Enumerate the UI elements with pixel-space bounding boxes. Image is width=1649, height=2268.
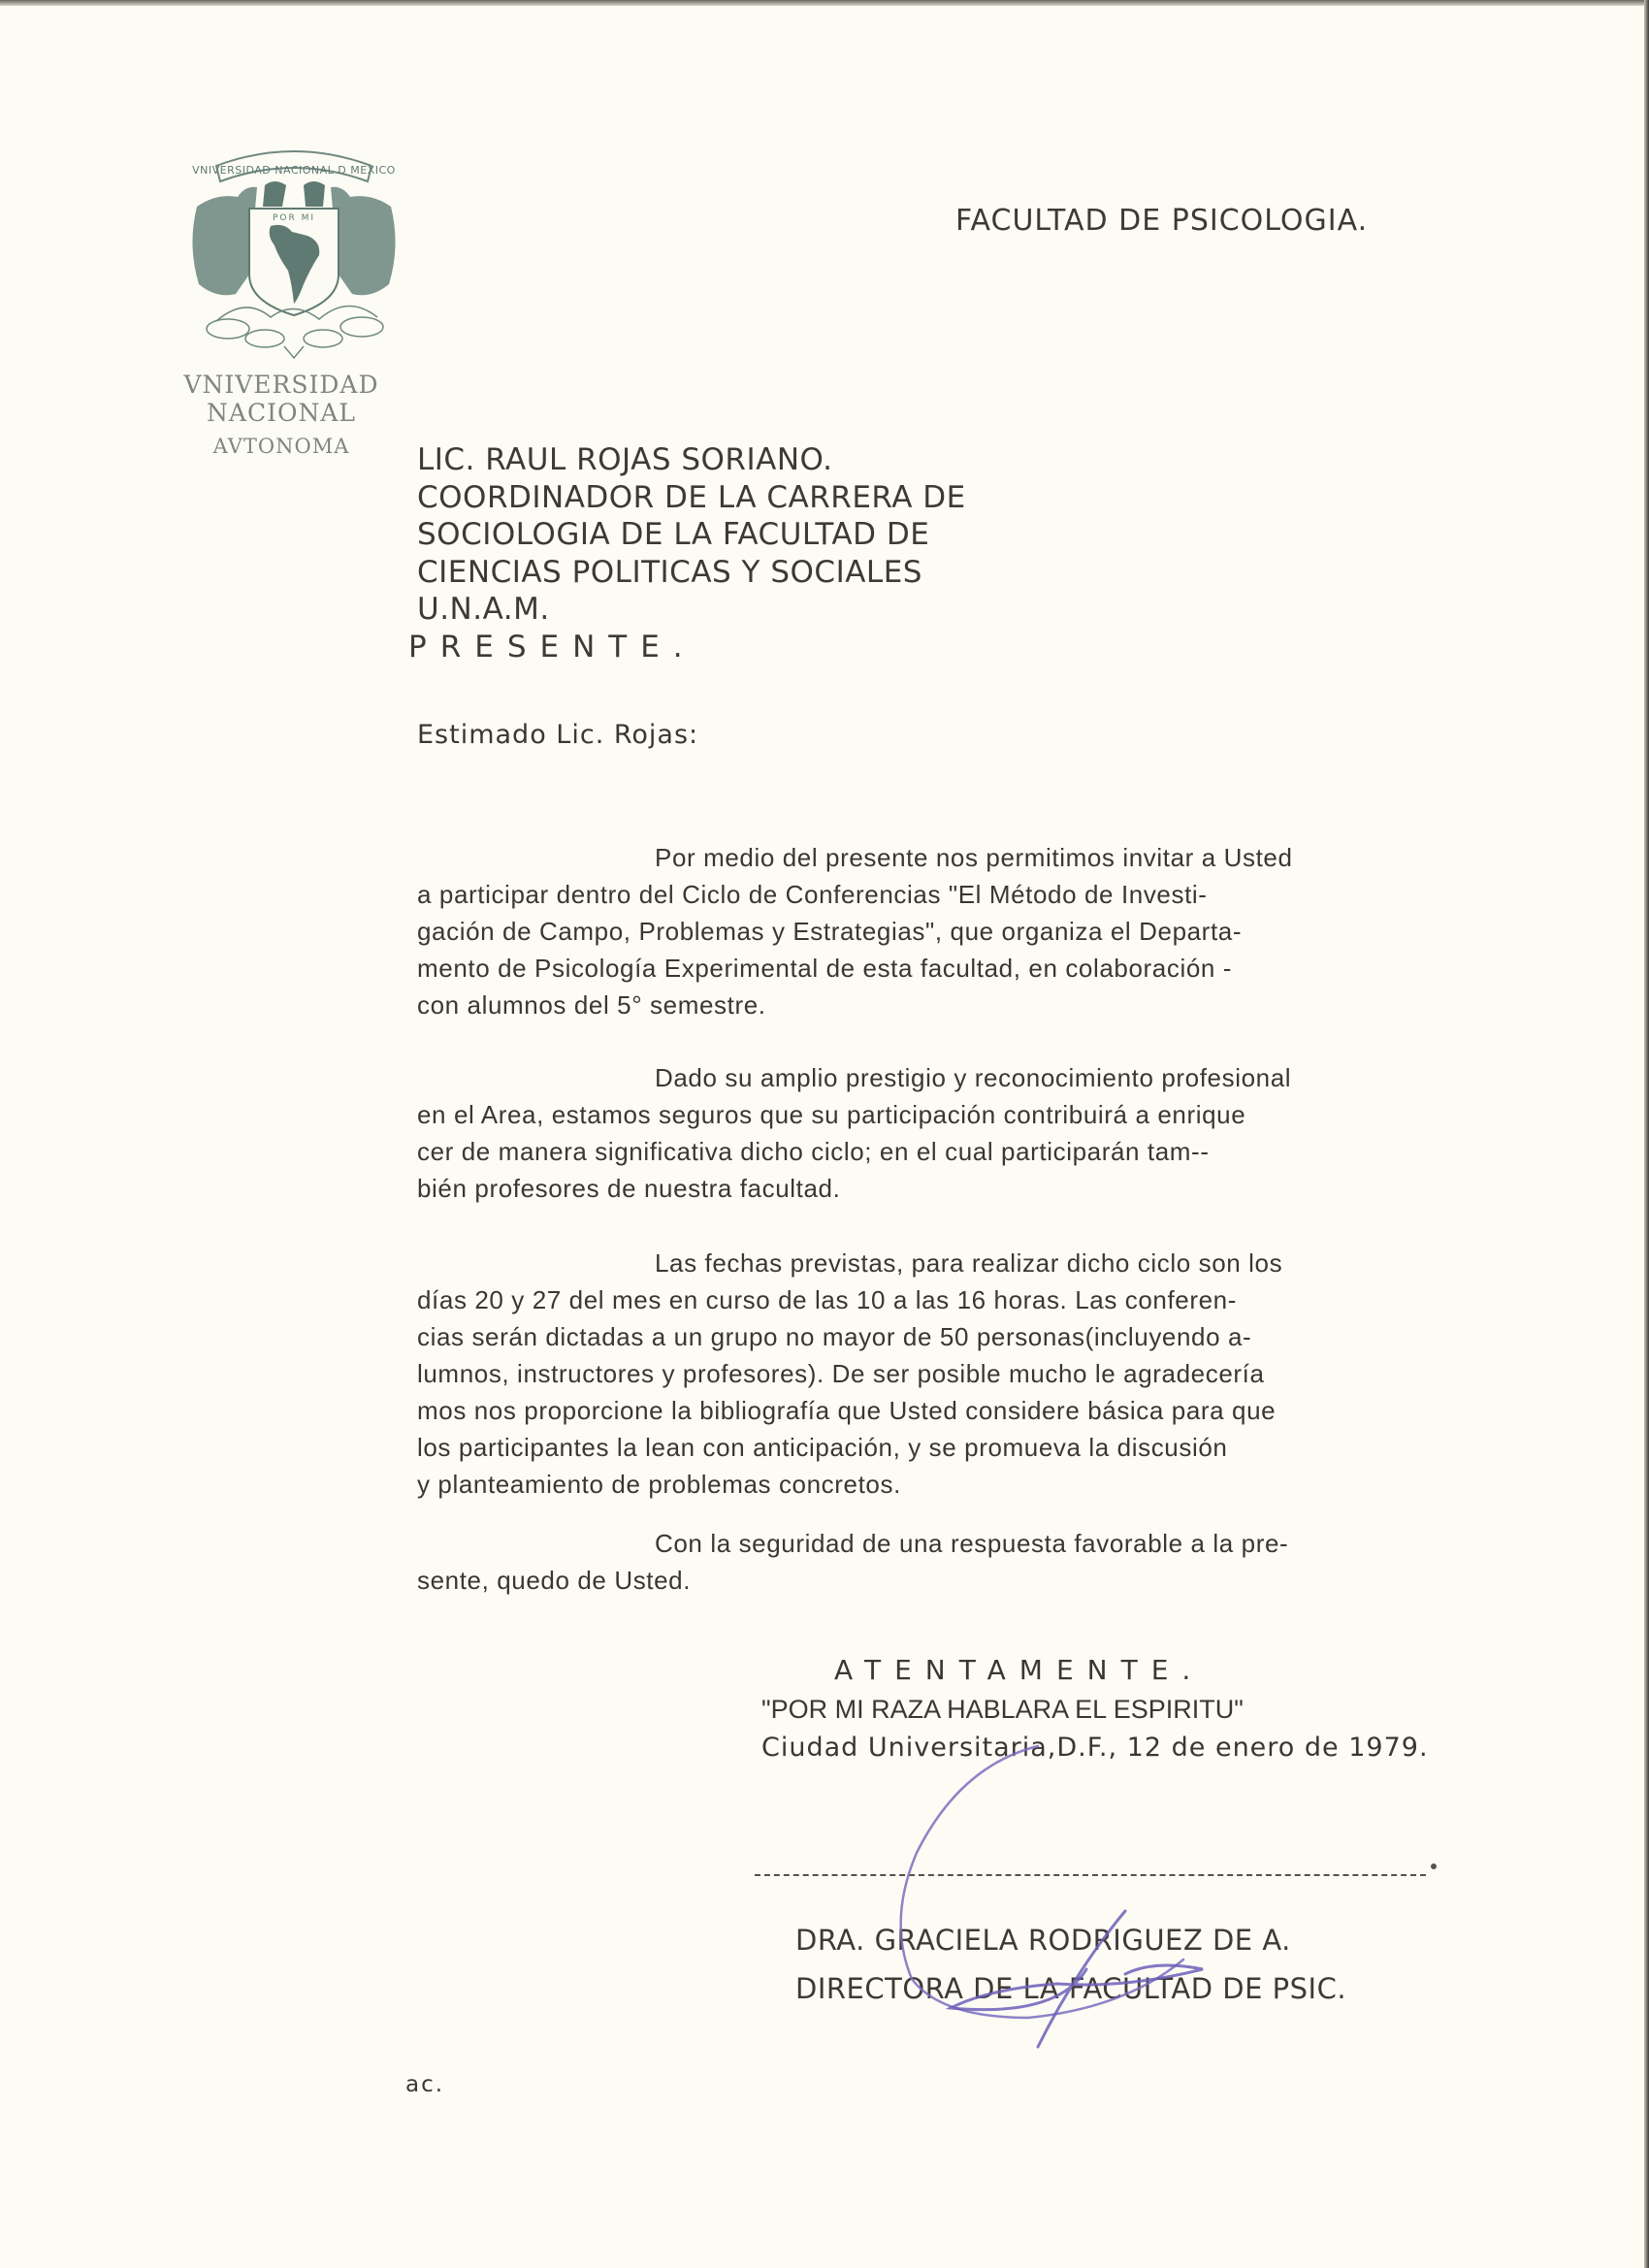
signer-title: DIRECTORA DE LA FACULTAD DE PSIC.	[795, 1972, 1347, 2005]
salutation: Estimado Lic. Rojas:	[417, 720, 699, 750]
university-name-line2: AVTONOMA	[212, 435, 350, 458]
paragraph-line: Las fechas previstas, para realizar dicho ciclo son los	[655, 1248, 1283, 1278]
closing-block	[761, 1651, 1429, 1767]
signature-line	[755, 1874, 1426, 1876]
paragraph-line: sente, quedo de Usted.	[417, 1566, 692, 1595]
paragraph-closing	[417, 1525, 1436, 1599]
page-right-edge	[1644, 0, 1649, 2268]
handwritten-signature	[834, 1727, 1339, 2076]
paragraph-line: y planteamiento de problemas concretos.	[417, 1470, 901, 1499]
university-motto: "POR MI RAZA HABLARA EL ESPIRITU"	[761, 1695, 1244, 1724]
paragraph-line: cer de manera significativa dicho ciclo; en el cual participarán tam--	[417, 1137, 1210, 1166]
signature-line-dot	[1431, 1863, 1437, 1869]
presente-line: PRESENTE.	[408, 629, 696, 664]
university-name-logotype	[126, 371, 436, 458]
recipient-line: COORDINADOR DE LA CARRERA DE	[417, 479, 966, 515]
paragraph-prestige	[417, 1059, 1436, 1207]
paragraph-line: cias serán dictadas a un grupo no mayor de 50 personas(incluyendo a-	[417, 1322, 1252, 1351]
recipient-line: LIC. RAUL ROJAS SORIANO.	[417, 442, 833, 477]
paragraph-line: lumnos, instructores y profesores). De ser posible mucho le agradecería	[417, 1359, 1265, 1388]
place-and-date: Ciudad Universitaria,D.F., 12 de enero de 1979.	[761, 1733, 1429, 1763]
paragraph-line: con alumnos del 5° semestre.	[417, 990, 766, 1020]
recipient-line: U.N.A.M.	[417, 592, 550, 627]
paragraph-line: gación de Campo, Problemas y Estrategias", que organiza el Departa-	[417, 917, 1243, 946]
svg-text:POR MI: POR MI	[272, 213, 316, 223]
paragraph-line: Por medio del presente nos permitimos invitar a Usted	[655, 843, 1293, 872]
svg-text:VNIVERSIDAD NACIONAL D MEXICO: VNIVERSIDAD NACIONAL D MEXICO	[192, 164, 396, 177]
recipient-line: SOCIOLOGIA DE LA FACULTAD DE	[417, 517, 930, 552]
paragraph-line: bién profesores de nuestra facultad.	[417, 1174, 841, 1203]
unam-seal-logo	[178, 139, 410, 362]
paragraph-line: a participar dentro del Ciclo de Conferencias "El Método de Investi-	[417, 880, 1208, 909]
signer-block	[795, 1916, 1346, 2013]
recipient-line: CIENCIAS POLITICAS Y SOCIALES	[417, 554, 922, 590]
page-top-edge	[0, 0, 1649, 6]
paragraph-invitation	[417, 839, 1436, 1023]
paragraph-line: Dado su amplio prestigio y reconocimiento profesional	[655, 1063, 1292, 1092]
paragraph-line: Con la seguridad de una respuesta favorable a la pre-	[655, 1529, 1289, 1558]
paragraph-dates	[417, 1245, 1436, 1503]
paragraph-line: mos nos proporcione la bibliografía que Usted considere básica para que	[417, 1396, 1277, 1425]
paragraph-line: en el Area, estamos seguros que su participación contribuirá a enrique	[417, 1100, 1246, 1129]
paragraph-line: días 20 y 27 del mes en curso de las 10 a las 16 horas. Las conferen-	[417, 1285, 1237, 1314]
typist-initials: ac.	[405, 2072, 445, 2097]
university-name-line1: VNIVERSIDAD NACIONAL	[183, 371, 379, 427]
recipient-address-block	[408, 441, 966, 665]
atentamente: ATENTAMENTE.	[834, 1654, 1205, 1686]
paragraph-line: mento de Psicología Experimental de esta facultad, en colaboración -	[417, 954, 1233, 983]
signer-name: DRA. GRACIELA RODRIGUEZ DE A.	[795, 1924, 1291, 1957]
paragraph-line: los participantes la lean con anticipación, y se promueva la discusión	[417, 1433, 1228, 1462]
letterhead-faculty: FACULTAD DE PSICOLOGIA.	[955, 204, 1369, 238]
